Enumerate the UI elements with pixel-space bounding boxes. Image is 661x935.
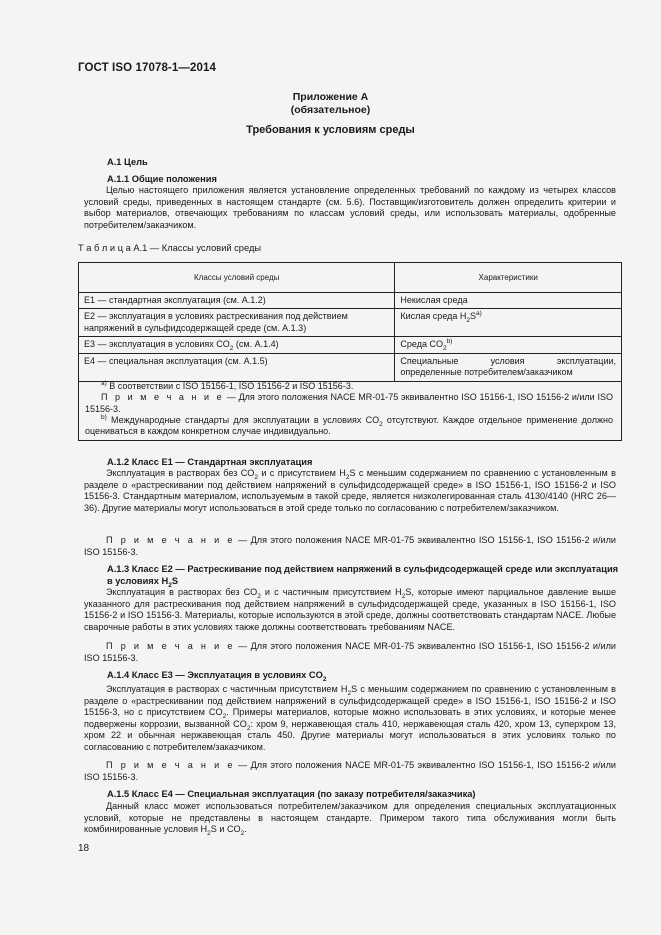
section-a12-title: А.1.2 Класс Е1 — Стандартная эксплуатация <box>107 457 313 467</box>
annex-status: (обязательное) <box>290 104 371 116</box>
annex-title-block <box>0 91 661 117</box>
table-cell: Е1 — стандартная эксплуатация (см. А.1.2) <box>79 292 395 309</box>
section-a14-title: А.1.4 Класс Е3 — Эксплуатация в условиях $CO_2$ <box>107 670 327 683</box>
section-a15-text: Данный класс может использоваться потребителем/заказчиком для определения специальных эксплуатационных условий, которые не представлены в настоящем стандарте. Примером такого типа обслуживания могли быть комбинированные условия $H_2S$ и $CO_2$. <box>84 801 616 837</box>
table-cell: Е2 — эксплуатация в условиях растрескивания под действием напряжений в сульфидсодержащей среде (см. А.1.3) <box>79 309 395 337</box>
footnote-b: $^{b)}$ Международные стандарты для эксплуатации в условиях $CO_2$ отсутствуют. Каждое отдельное применение должно оцениваться в каждом конкретном случае индивидуально. <box>85 413 613 437</box>
table-cell: Е3 — эксплуатация в условиях $CO_2$ (см. А.1.4) <box>79 337 395 354</box>
table-row <box>79 292 622 309</box>
section-a13-title: А.1.3 Класс Е2 — Растрескивание под действием напряжений в сульфидсодержащей среде или эксплуатация в условиях $H_2S$ <box>107 564 619 589</box>
table-col-header: Характеристики <box>395 263 622 293</box>
annex-heading: Требования к условиям среды <box>246 124 415 136</box>
section-a14-text: Эксплуатация в растворах с частичным присутствием $H_2S$ с меньшим содержанием по сравнению с установленным в разделе о «растрескивании под действием напряжений в сульфидсодержащей среде» в ISO 15156-1, ISO 15156-2 и ISO 15156-3, но с присутствием $CO_2$. Примеры материалов, которые можно использовать в этих условиях, и которые менее подвержены коррозии, вызванной $CO_2$: хром 9, нержавеющая сталь 410, нержавеющая сталь 420, хром 13, суперхром 13, хром 22 и обычная нержавеющая сталь 450. Другие материалы могут использоваться в этих условиях только по согласованию с потребителем/заказчиком. <box>84 684 616 752</box>
footnote-a: $^{a)}$ В соответствии с ISO 15156-1, ISO 15156-2 и ISO 15156-3. <box>101 380 354 391</box>
section-a13-text: Эксплуатация в растворах без $CO_2$ и с частичным присутствием $H_2S$, которые имеют парциальное давление выше указанного для растрескивания под действием напряжений в сульфидсодержащей среде, указанных в ISO 15156-1, ISO 15156-2 и ISO 15156-3. Материалы, которые используются в этой среде, должны соответствовать стандартам NACE. Любые сварочные работы в этих условиях также должны соответствовать требованиям NACE. <box>84 587 616 632</box>
footnote-note: П р и м е ч а н и е — Для этого положения NACE MR-01-75 эквивалентно ISO 15156-1, ISO 15156-2 и/или ISO 15156-3. <box>85 392 613 414</box>
table-cell: Специальные условия эксплуатации, определенные потребителем/заказчиком <box>395 353 622 381</box>
table-header-row <box>79 263 622 293</box>
section-a12-text: Эксплуатация в растворах без $CO_2$ и с присутствием $H_2S$ с меньшим содержанием по сравнению с установленным в разделе о «растрескивании под действием напряжений в сульфидсодержащей среде» в ISO 15156-1, ISO 15156-2 и ISO 15156-3. Стандартным материалом, используемым в такой среде, является низколегированная сталь 4130/4140 (HRC 26—36). Другие материалы могут использоваться в этой среде только по согласованию с потребителем/заказчиком. <box>84 468 617 513</box>
table-cell: Кислая среда $H_2S^{a)}$ <box>395 309 622 337</box>
table-footnotes <box>78 378 622 441</box>
document-header: ГОСТ ISO 17078-1—2014 <box>78 62 216 74</box>
table-row <box>79 337 622 354</box>
table-col-header: Классы условий среды <box>79 263 395 293</box>
section-a14-note: П р и м е ч а н и е — Для этого положения NACE MR-01-75 эквивалентно ISO 15156-1, ISO 15156-2 и/или ISO 15156-3. <box>84 760 616 782</box>
table-cell: Е4 — специальная эксплуатация (см. А.1.5) <box>79 353 395 381</box>
section-a11-text: Целью настоящего приложения является установление определенных требований по каждому из четырех классов условий среды, приведенных в настоящем стандарте (см. 5.6). Поставщик/изготовитель должен определить критерии и выбор материалов, отвечающих требованиям по классам условий среды, или использовать материалы, одобренные потребителем/заказчиком. <box>84 185 616 230</box>
section-a11-title: А.1.1 Общие положения <box>107 174 217 184</box>
section-a13-note: П р и м е ч а н и е — Для этого положения NACE MR-01-75 эквивалентно ISO 15156-1, ISO 15156-2 и/или ISO 15156-3. <box>84 641 616 663</box>
section-a1-title: А.1 Цель <box>107 157 148 167</box>
page-number: 18 <box>78 843 90 854</box>
section-a12-note: П р и м е ч а н и е — Для этого положения NACE MR-01-75 эквивалентно ISO 15156-1, ISO 15156-2 и/или ISO 15156-3. <box>84 535 616 557</box>
table-row <box>79 353 622 381</box>
table-cell: Среда $CO_2^{b)}$ <box>395 337 622 354</box>
annex-title: Приложение А <box>292 91 369 103</box>
table-cell: Некислая среда <box>395 292 622 309</box>
environment-classes-table <box>78 262 622 382</box>
table-row <box>79 309 622 337</box>
section-a15-title: А.1.5 Класс Е4 — Специальная эксплуатация (по заказу потребителя/заказчика) <box>107 789 476 799</box>
table-caption: Т а б л и ц а А.1 — Классы условий среды <box>78 243 262 253</box>
